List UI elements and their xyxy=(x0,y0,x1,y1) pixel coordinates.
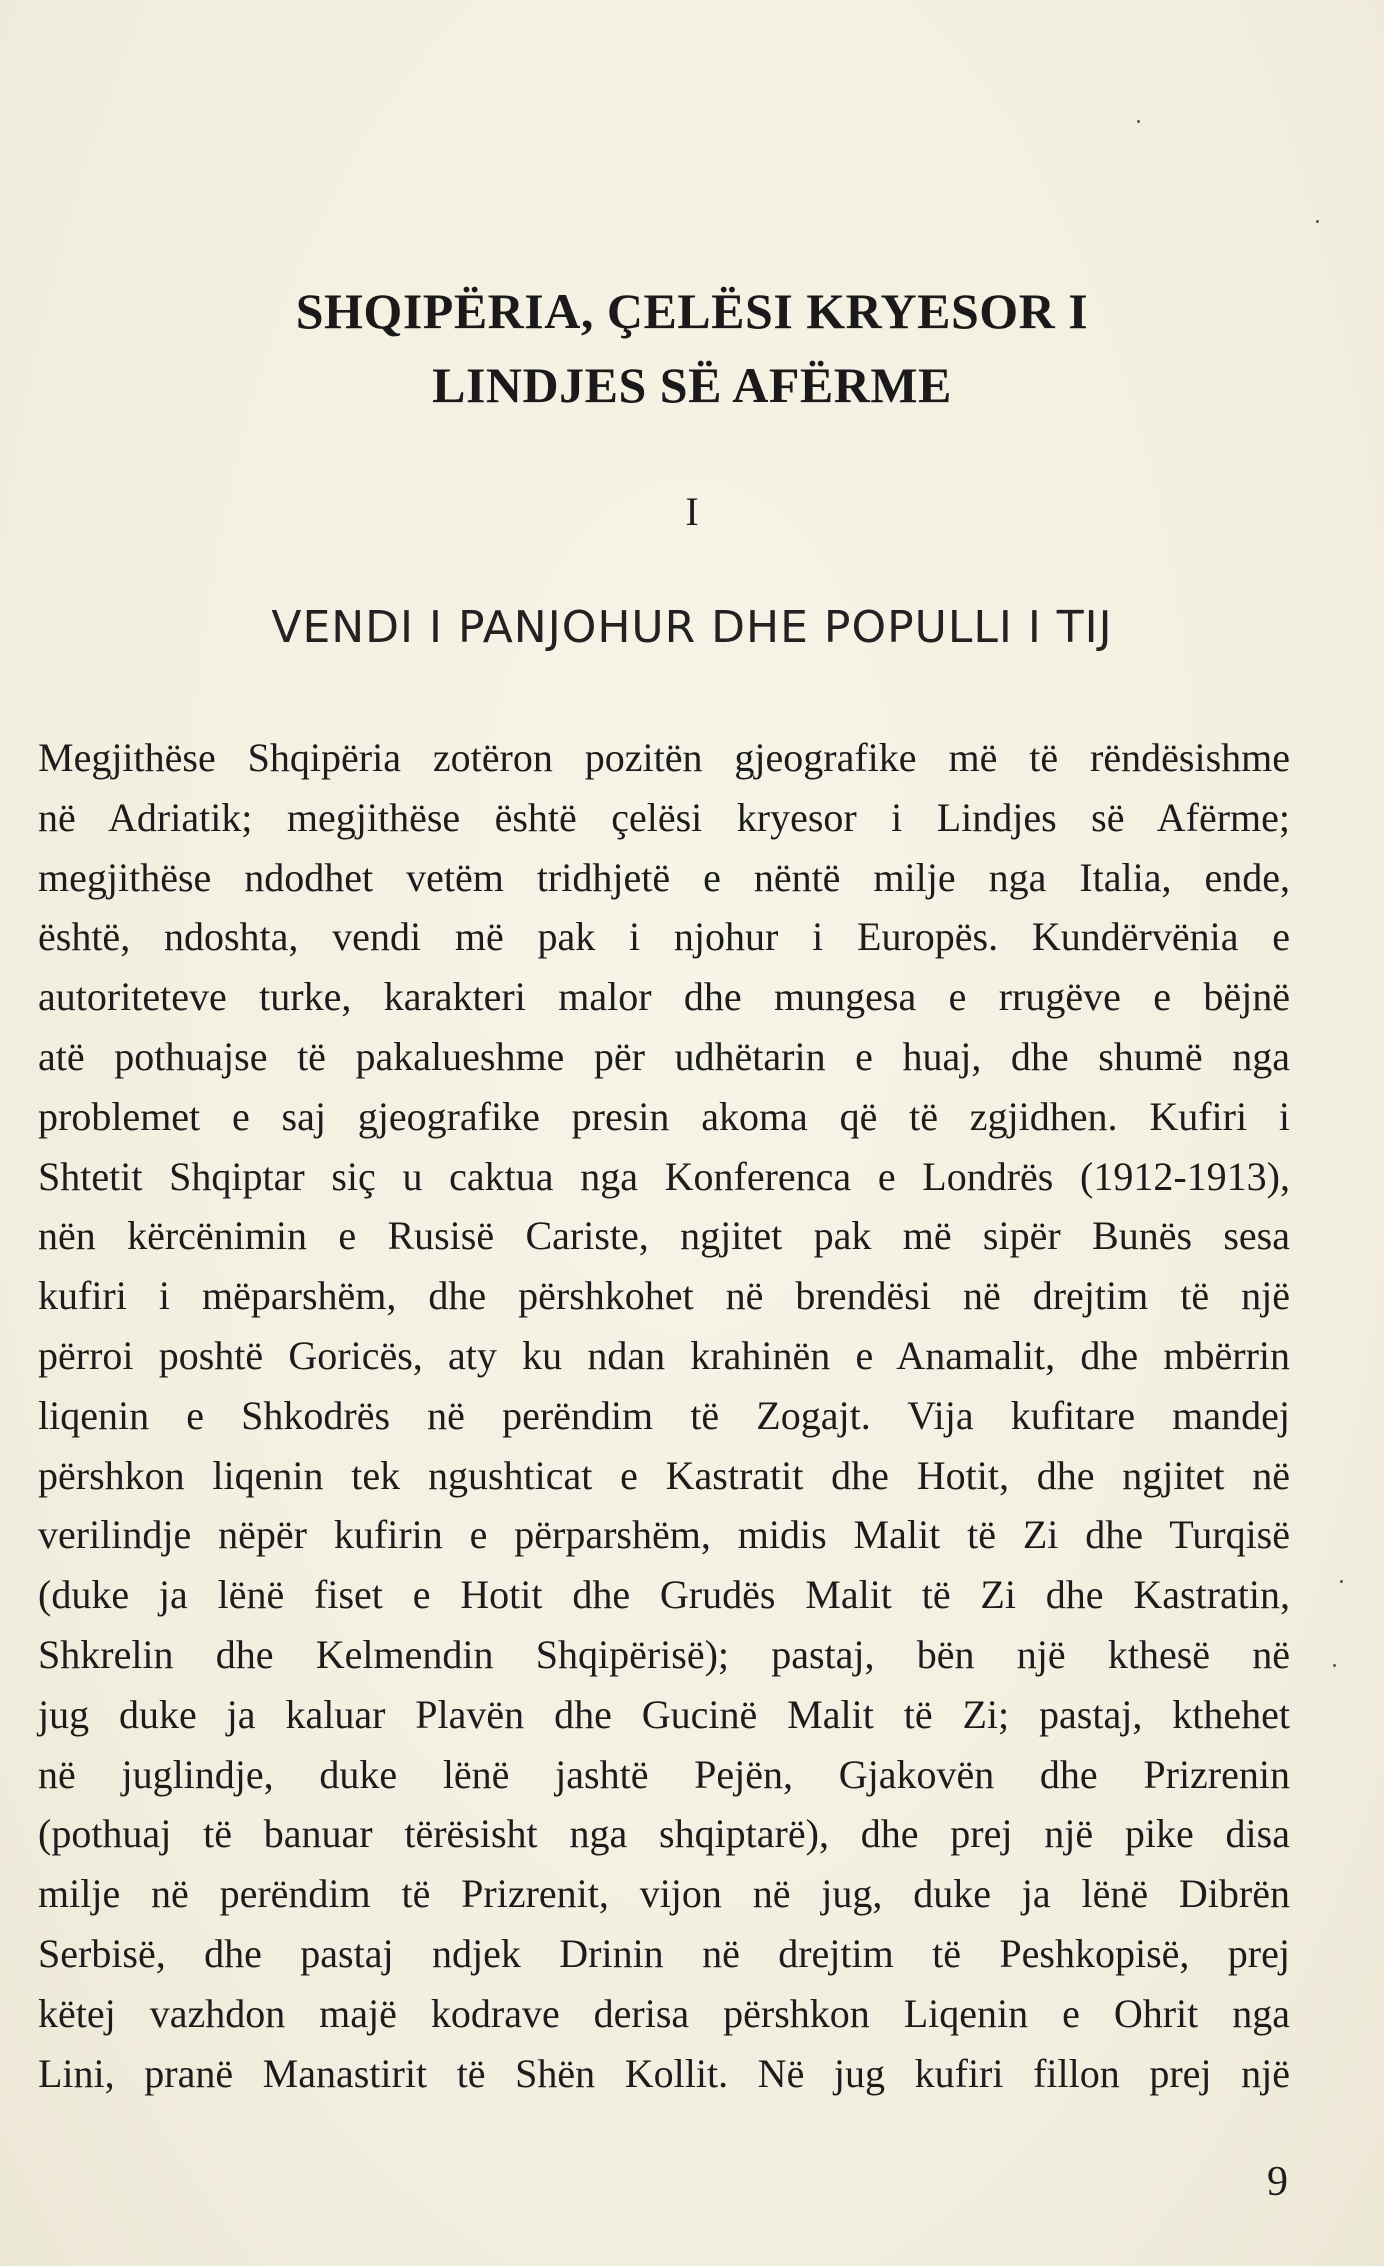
page-number: 9 xyxy=(1267,2159,1288,2205)
text-line: Serbisë, dhe pastaj ndjek Drinin në drejtim të Peshkopisë, prej xyxy=(38,1930,1290,1976)
text-line: milje në perëndim të Prizrenit, vijon në jug, duke ja lënë Dibrën xyxy=(38,1871,1290,1917)
text-line: përroi poshtë Goricës, aty ku ndan krahinën e Anamalit, dhe mbërrin xyxy=(38,1332,1290,1378)
text-line: (pothuaj të banuar tërësisht nga shqiptarë), dhe prej një pike disa xyxy=(38,1811,1290,1857)
text-line: është, ndoshta, vendi më pak i njohur i Europës. Kundërvënia e xyxy=(38,914,1290,960)
text-line: në juglindje, duke lënë jashtë Pejën, Gjakovën dhe Prizrenin xyxy=(38,1751,1290,1797)
text-line: Shkrelin dhe Kelmendin Shqipërisë); pastaj, bën një kthesë në xyxy=(38,1631,1290,1677)
chapter-title-line-2: LINDJES SË AFËRME xyxy=(432,357,952,413)
scan-speck xyxy=(1316,220,1319,223)
text-line: liqenin e Shkodrës në perëndim të Zogajt. Vija kufitare mandej xyxy=(38,1392,1290,1438)
text-line: atë pothuajse të pakalueshme për udhëtarin e huaj, dhe shumë nga xyxy=(38,1033,1290,1079)
text-line: në Adriatik; megjithëse është çelësi kryesor i Lindjes së Afërme; xyxy=(38,794,1290,840)
text-line: Megjithëse Shqipëria zotëron pozitën gjeografike më të rëndësishme xyxy=(38,735,1290,780)
body-paragraph xyxy=(38,728,1290,2103)
text-line: problemet e saj gjeografike presin akoma që të zgjidhen. Kufiri i xyxy=(38,1093,1290,1139)
text-line: verilindje nëpër kufirin e përparshëm, midis Malit të Zi dhe Turqisë xyxy=(38,1512,1290,1558)
scan-speck xyxy=(1137,120,1140,123)
section-number: I xyxy=(685,489,699,534)
scan-speck xyxy=(1340,1580,1343,1583)
text-line: megjithëse ndodhet vetëm tridhjetë e nëntë milje nga Italia, ende, xyxy=(38,854,1290,900)
text-line: Lini, pranë Manastirit të Shën Kollit. Në jug kufiri fillon prej një xyxy=(38,2050,1290,2096)
text-line: Shtetit Shqiptar siç u caktua nga Konferenca e Londrës (1912-1913), xyxy=(38,1153,1290,1199)
text-line: (duke ja lënë fiset e Hotit dhe Grudës Malit të Zi dhe Kastratin, xyxy=(38,1572,1290,1618)
text-line: autoriteteve turke, karakteri malor dhe mungesa e rrugëve e bëjnë xyxy=(38,974,1290,1020)
text-line: këtej vazhdon majë kodrave derisa përshkon Liqenin e Ohrit nga xyxy=(38,1990,1290,2036)
text-line: jug duke ja kaluar Plavën dhe Gucinë Malit të Zi; pastaj, kthehet xyxy=(38,1691,1290,1737)
section-subtitle: VENDI I PANJOHUR DHE POPULLI I TIJ xyxy=(271,602,1113,653)
text-line: nën kërcënimin e Rusisë Cariste, ngjitet pak më sipër Bunës sesa xyxy=(38,1213,1290,1259)
text-line: përshkon liqenin tek ngushticat e Kastratit dhe Hotit, dhe ngjitet në xyxy=(38,1452,1290,1498)
text-line: kufiri i mëparshëm, dhe përshkohet në brendësi në drejtim të një xyxy=(38,1273,1290,1319)
chapter-title-line-1: SHQIPËRIA, ÇELËSI KRYESOR I xyxy=(295,283,1089,339)
scan-speck xyxy=(1333,1664,1336,1667)
